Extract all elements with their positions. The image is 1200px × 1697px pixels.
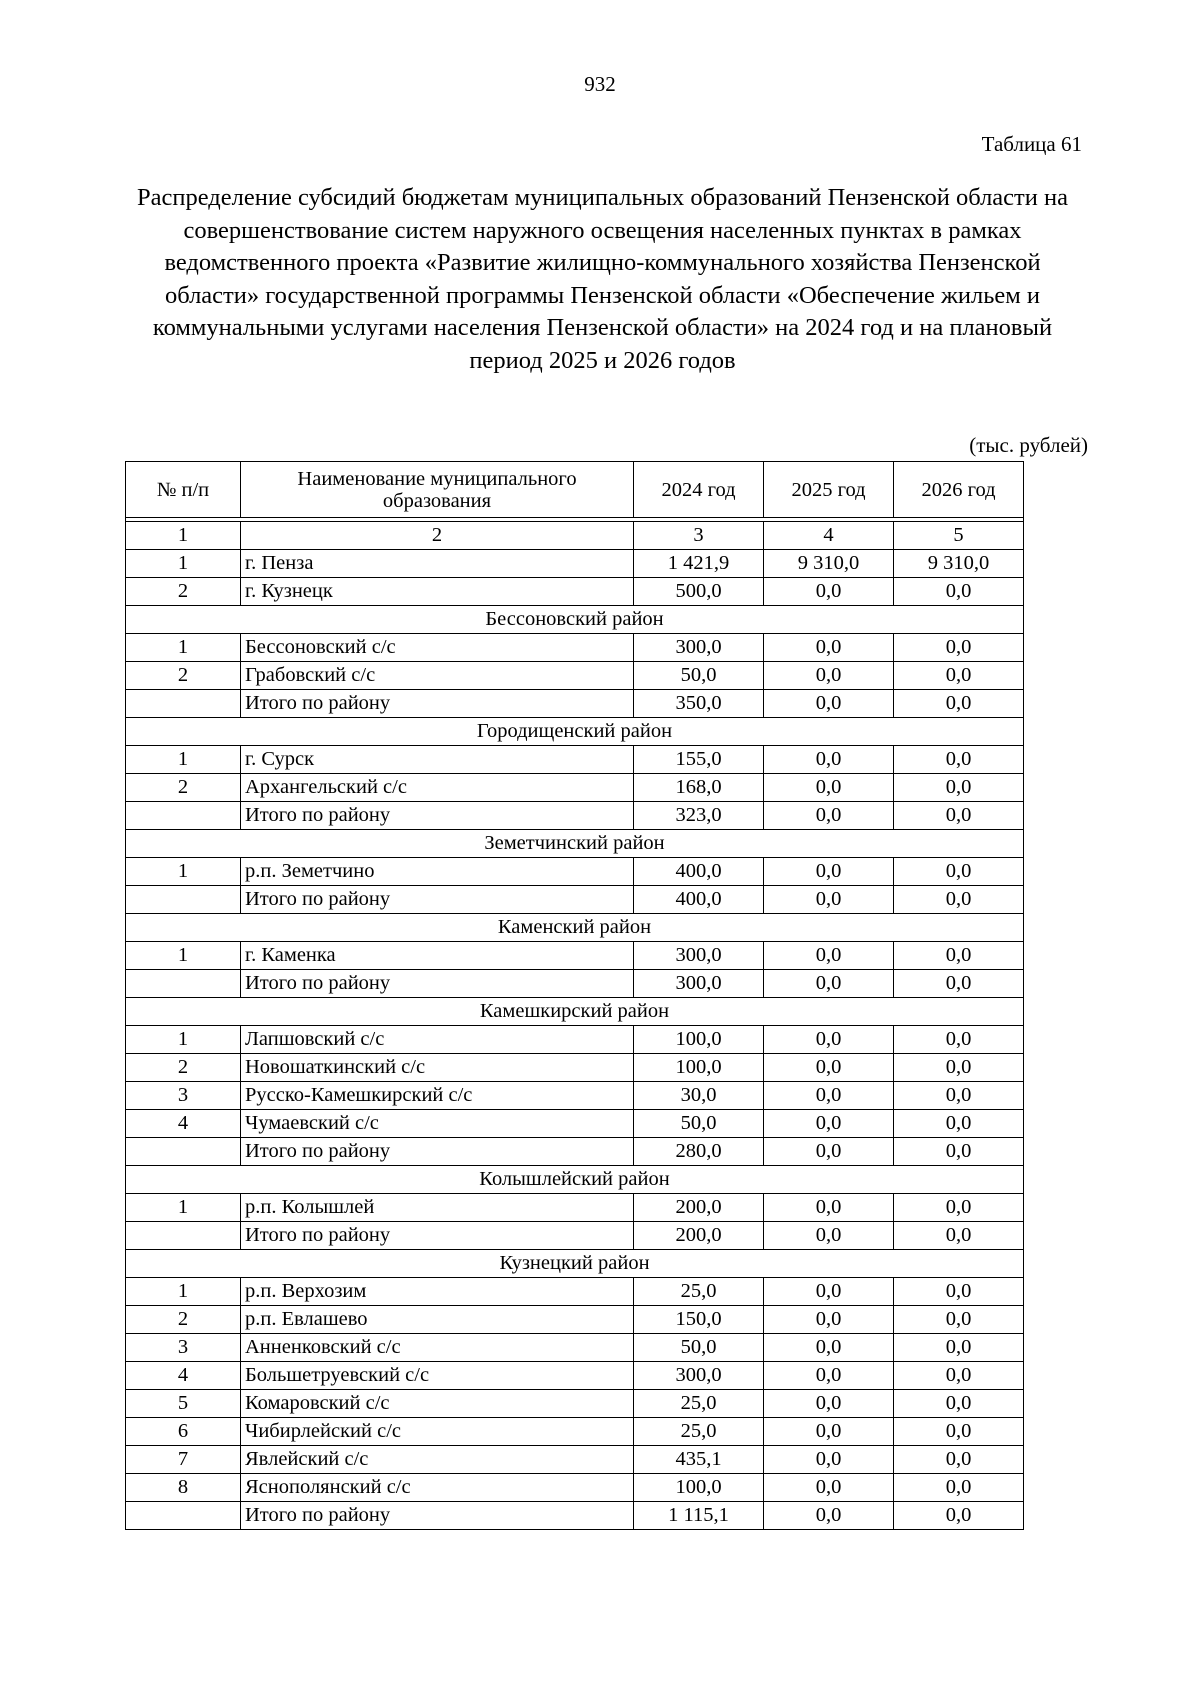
row-number-cell: 2 [126,578,241,606]
header-2026: 2026 год [894,462,1024,518]
value-2025-cell: 0,0 [764,858,894,886]
header-municipality-name: Наименование муниципального образования [241,462,634,518]
header-number: № п/п [126,462,241,518]
value-2025-cell: 0,0 [764,1138,894,1166]
table-row [126,1054,1024,1082]
value-2026-cell: 0,0 [894,1446,1024,1474]
municipality-name-cell: Лапшовский с/с [241,1026,634,1054]
municipality-name-cell: г. Пенза [241,550,634,578]
value-2024-cell: 100,0 [634,1054,764,1082]
district-heading-row [126,606,1024,634]
row-number-cell [126,802,241,830]
district-total-row [126,690,1024,718]
district-name: Бессоновский район [126,606,1024,634]
value-2024-cell: 100,0 [634,1026,764,1054]
value-2024-cell: 400,0 [634,858,764,886]
table-label: Таблица 61 [981,132,1082,156]
table-row [126,1026,1024,1054]
district-heading-row [126,718,1024,746]
table-row [126,1334,1024,1362]
value-2024-cell: 500,0 [634,578,764,606]
value-2025-cell: 0,0 [764,1446,894,1474]
value-2026-cell: 0,0 [894,1138,1024,1166]
value-2026-cell: 9 310,0 [894,550,1024,578]
column-number-cell: 4 [764,522,894,550]
row-number-cell [126,886,241,914]
header-2024: 2024 год [634,462,764,518]
value-2024-cell: 1 421,9 [634,550,764,578]
row-number-cell: 1 [126,942,241,970]
value-2026-cell: 0,0 [894,1362,1024,1390]
value-2026-cell: 0,0 [894,1054,1024,1082]
table-row [126,774,1024,802]
table-row [126,1110,1024,1138]
row-number-cell: 2 [126,662,241,690]
table-row [126,1418,1024,1446]
municipality-name-cell: р.п. Колышлей [241,1194,634,1222]
value-2024-cell: 300,0 [634,634,764,662]
table-row [126,1446,1024,1474]
municipality-name-cell: р.п. Верхозим [241,1278,634,1306]
district-name: Городищенский район [126,718,1024,746]
table-row [126,1362,1024,1390]
value-2026-cell: 0,0 [894,886,1024,914]
value-2025-cell: 0,0 [764,1278,894,1306]
table-row [126,1278,1024,1306]
value-2025-cell: 0,0 [764,774,894,802]
municipality-name-cell: Комаровский с/с [241,1390,634,1418]
municipality-name-cell: Явлейский с/с [241,1446,634,1474]
row-number-cell: 1 [126,746,241,774]
value-2024-cell: 400,0 [634,886,764,914]
municipality-name-cell: г. Сурск [241,746,634,774]
district-heading-row [126,1166,1024,1194]
district-total-row [126,886,1024,914]
municipality-name-cell: Итого по району [241,1222,634,1250]
table-header-row [126,462,1024,518]
district-name: Земетчинский район [126,830,1024,858]
value-2026-cell: 0,0 [894,1110,1024,1138]
value-2024-cell: 350,0 [634,690,764,718]
row-number-cell: 4 [126,1110,241,1138]
table-row [126,578,1024,606]
document-title: Распределение субсидий бюджетам муниципальных образований Пензенской области на совершенствование систем наружного освещения населенных пунктах в рамках ведомственного проекта «Развитие жилищно-коммунального хозяйства Пензенской области» государственной программы Пензенской области «Обеспечение жильем и коммунальными услугами населения Пензенской области» на 2024 год и на плановый период 2025 и 2026 годов [137,184,1068,374]
value-2024-cell: 200,0 [634,1194,764,1222]
page-number: 932 [584,72,616,96]
municipality-name-cell: Бессоновский с/с [241,634,634,662]
value-2024-cell: 435,1 [634,1446,764,1474]
value-2025-cell: 0,0 [764,1334,894,1362]
value-2024-cell: 300,0 [634,1362,764,1390]
value-2026-cell: 0,0 [894,1026,1024,1054]
column-number-row [126,522,1024,550]
value-2025-cell: 0,0 [764,1026,894,1054]
table-row [126,1390,1024,1418]
value-2024-cell: 100,0 [634,1474,764,1502]
district-heading-row [126,830,1024,858]
value-2024-cell: 168,0 [634,774,764,802]
table-row [126,858,1024,886]
value-2026-cell: 0,0 [894,1390,1024,1418]
row-number-cell: 1 [126,858,241,886]
municipality-name-cell: р.п. Евлашево [241,1306,634,1334]
value-2026-cell: 0,0 [894,774,1024,802]
value-2026-cell: 0,0 [894,1418,1024,1446]
table-row [126,1474,1024,1502]
value-2026-cell: 0,0 [894,1334,1024,1362]
units-label: (тыс. рублей) [969,433,1088,457]
value-2026-cell: 0,0 [894,746,1024,774]
row-number-cell: 7 [126,1446,241,1474]
row-number-cell [126,1222,241,1250]
value-2025-cell: 0,0 [764,886,894,914]
value-2025-cell: 0,0 [764,1306,894,1334]
table-row [126,1306,1024,1334]
row-number-cell: 1 [126,550,241,578]
value-2026-cell: 0,0 [894,1278,1024,1306]
row-number-cell: 4 [126,1362,241,1390]
district-total-row [126,1502,1024,1530]
value-2025-cell: 0,0 [764,746,894,774]
row-number-cell: 6 [126,1418,241,1446]
value-2025-cell: 0,0 [764,802,894,830]
value-2026-cell: 0,0 [894,578,1024,606]
row-number-cell: 1 [126,1278,241,1306]
value-2025-cell: 0,0 [764,1418,894,1446]
value-2024-cell: 50,0 [634,1334,764,1362]
value-2024-cell: 25,0 [634,1418,764,1446]
municipality-name-cell: Итого по району [241,802,634,830]
value-2025-cell: 0,0 [764,634,894,662]
value-2025-cell: 0,0 [764,1474,894,1502]
value-2024-cell: 323,0 [634,802,764,830]
municipality-name-cell: Чибирлейский с/с [241,1418,634,1446]
value-2026-cell: 0,0 [894,634,1024,662]
row-number-cell: 3 [126,1082,241,1110]
value-2026-cell: 0,0 [894,690,1024,718]
value-2026-cell: 0,0 [894,1474,1024,1502]
value-2024-cell: 155,0 [634,746,764,774]
value-2024-cell: 300,0 [634,942,764,970]
row-number-cell: 1 [126,634,241,662]
row-number-cell [126,1138,241,1166]
row-number-cell [126,690,241,718]
row-number-cell: 5 [126,1390,241,1418]
district-heading-row [126,914,1024,942]
row-number-cell: 3 [126,1334,241,1362]
municipality-name-cell: Грабовский с/с [241,662,634,690]
value-2025-cell: 0,0 [764,662,894,690]
municipality-name-cell: Архангельский с/с [241,774,634,802]
table-row [126,634,1024,662]
municipality-name-cell: Итого по району [241,1502,634,1530]
district-name: Кузнецкий район [126,1250,1024,1278]
district-total-row [126,1138,1024,1166]
value-2025-cell: 0,0 [764,1054,894,1082]
municipality-name-cell: г. Кузнецк [241,578,634,606]
value-2024-cell: 280,0 [634,1138,764,1166]
municipality-name-cell: Чумаевский с/с [241,1110,634,1138]
column-number-cell: 3 [634,522,764,550]
table-body [126,518,1024,1530]
municipality-name-cell: Анненковский с/с [241,1334,634,1362]
value-2026-cell: 0,0 [894,1082,1024,1110]
district-total-row [126,970,1024,998]
municipality-name-cell: Русско-Камешкирский с/с [241,1082,634,1110]
table-row [126,1194,1024,1222]
value-2024-cell: 150,0 [634,1306,764,1334]
row-number-cell: 1 [126,1026,241,1054]
value-2026-cell: 0,0 [894,1306,1024,1334]
district-name: Камешкирский район [126,998,1024,1026]
value-2026-cell: 0,0 [894,1194,1024,1222]
value-2026-cell: 0,0 [894,970,1024,998]
municipality-name-cell: Итого по району [241,886,634,914]
district-heading-row [126,998,1024,1026]
table-row [126,746,1024,774]
value-2024-cell: 25,0 [634,1278,764,1306]
value-2024-cell: 300,0 [634,970,764,998]
value-2026-cell: 0,0 [894,858,1024,886]
municipality-name-cell: Итого по району [241,690,634,718]
value-2024-cell: 25,0 [634,1390,764,1418]
district-name: Каменский район [126,914,1024,942]
district-name: Колышлейский район [126,1166,1024,1194]
table-row [126,1082,1024,1110]
value-2025-cell: 0,0 [764,970,894,998]
table-row [126,550,1024,578]
value-2026-cell: 0,0 [894,1502,1024,1530]
value-2024-cell: 50,0 [634,662,764,690]
municipality-name-cell: Яснополянский с/с [241,1474,634,1502]
value-2024-cell: 30,0 [634,1082,764,1110]
value-2024-cell: 50,0 [634,1110,764,1138]
value-2025-cell: 9 310,0 [764,550,894,578]
row-number-cell: 2 [126,1054,241,1082]
value-2026-cell: 0,0 [894,1222,1024,1250]
row-number-cell [126,1502,241,1530]
header-2025: 2025 год [764,462,894,518]
municipality-name-cell: Итого по району [241,1138,634,1166]
column-number-cell: 1 [126,522,241,550]
row-number-cell [126,970,241,998]
table-row [126,942,1024,970]
value-2026-cell: 0,0 [894,662,1024,690]
value-2025-cell: 0,0 [764,1390,894,1418]
column-number-cell: 5 [894,522,1024,550]
value-2024-cell: 1 115,1 [634,1502,764,1530]
municipality-name-cell: Большетруевский с/с [241,1362,634,1390]
row-number-cell: 1 [126,1194,241,1222]
value-2026-cell: 0,0 [894,802,1024,830]
value-2025-cell: 0,0 [764,1362,894,1390]
value-2024-cell: 200,0 [634,1222,764,1250]
value-2025-cell: 0,0 [764,1222,894,1250]
district-total-row [126,1222,1024,1250]
municipality-name-cell: р.п. Земетчино [241,858,634,886]
column-number-cell: 2 [241,522,634,550]
row-number-cell: 2 [126,774,241,802]
value-2025-cell: 0,0 [764,1082,894,1110]
value-2025-cell: 0,0 [764,1110,894,1138]
value-2026-cell: 0,0 [894,942,1024,970]
row-number-cell: 8 [126,1474,241,1502]
value-2025-cell: 0,0 [764,1194,894,1222]
district-total-row [126,802,1024,830]
district-heading-row [126,1250,1024,1278]
value-2025-cell: 0,0 [764,578,894,606]
municipality-name-cell: Итого по району [241,970,634,998]
municipality-name-cell: Новошаткинский с/с [241,1054,634,1082]
value-2025-cell: 0,0 [764,690,894,718]
value-2025-cell: 0,0 [764,942,894,970]
table-row [126,662,1024,690]
row-number-cell: 2 [126,1306,241,1334]
subsidy-table [125,461,1024,1530]
municipality-name-cell: г. Каменка [241,942,634,970]
value-2025-cell: 0,0 [764,1502,894,1530]
